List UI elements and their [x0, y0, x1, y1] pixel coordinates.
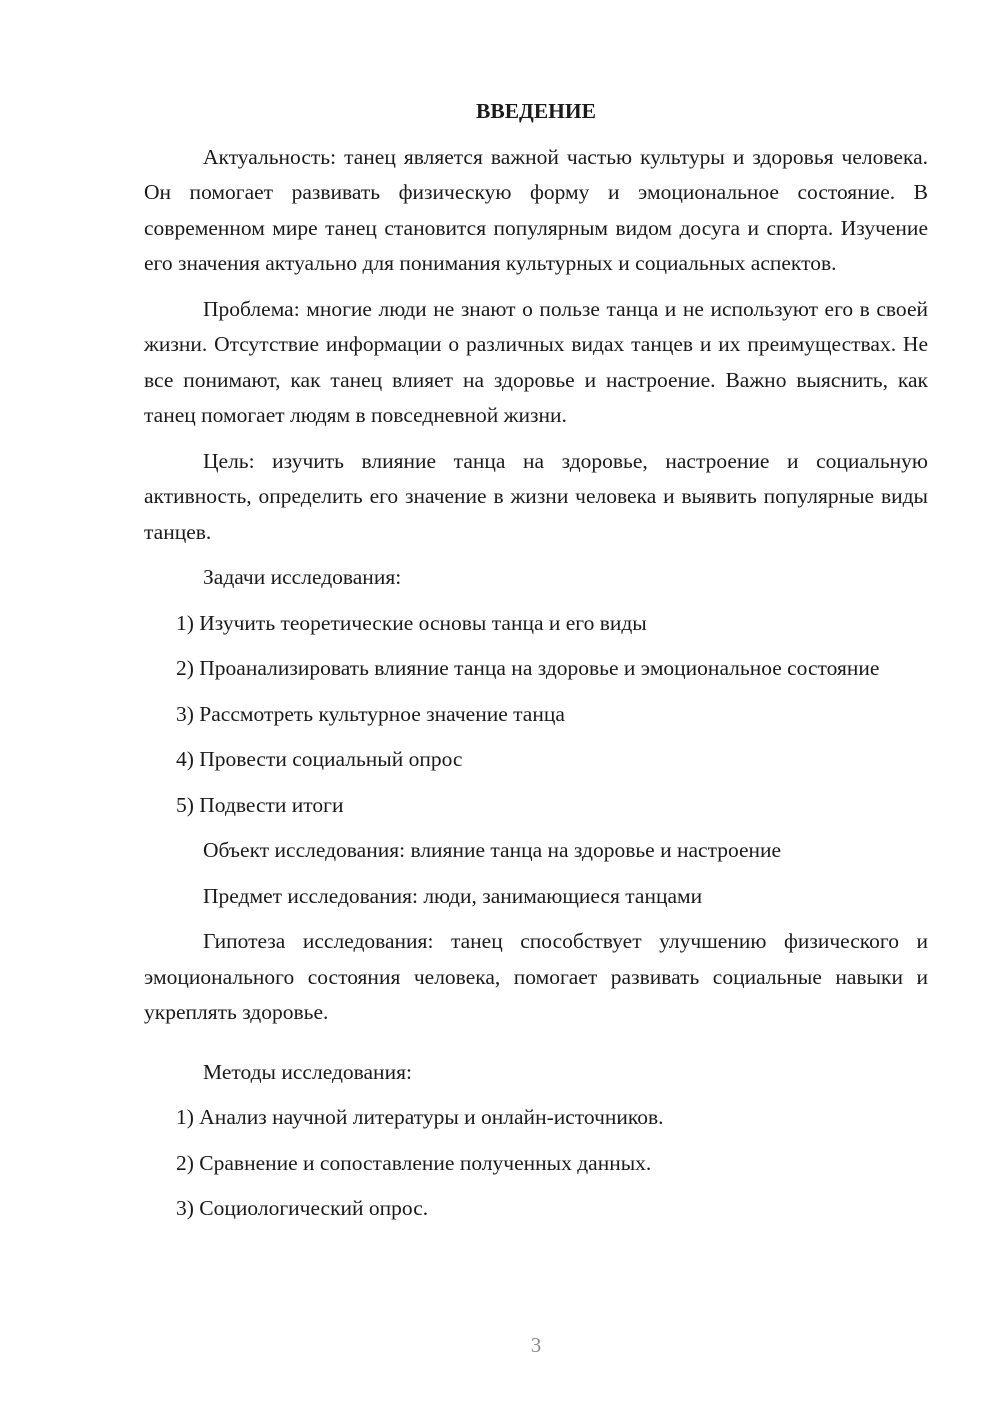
subject-line: Предмет исследования: люди, занимающиеся танцами [203, 883, 703, 908]
method-item: 2) Сравнение и сопоставление полученных данных. [176, 1150, 652, 1175]
methods-heading: Методы исследования: [203, 1059, 412, 1084]
section-heading: ВВЕДЕНИЕ [476, 99, 596, 123]
task-item: 3) Рассмотреть культурное значение танца [176, 701, 565, 726]
task-item: 5) Подвести итоги [176, 792, 344, 817]
page-number: 3 [530, 1333, 542, 1357]
problem-paragraph: Проблема: многие люди не знают о пользе танца и не используют его в своей жизни. Отсутствие информации о различных видах танцев и их преимуществах. Не все понимают, как танец влияет на здоровье и настроение. Важно выяснить, как танец помогает людям в повседневной жизни. [144, 296, 928, 427]
hypothesis-paragraph: Гипотеза исследования: танец способствует улучшению физического и эмоционального состояния человека, помогает развивать социальные навыки и укреплять здоровье. [144, 929, 928, 1024]
page-body [144, 94, 928, 1237]
task-item: 4) Провести социальный опрос [176, 747, 463, 771]
method-item: 1) Анализ научной литературы и онлайн-источников. [176, 1105, 664, 1129]
tasks-heading: Задачи исследования: [203, 565, 402, 589]
goal-paragraph: Цель: изучить влияние танца на здоровье, настроение и социальную активность, определить его значение в жизни человека и выявить популярные виды танцев. [144, 448, 928, 544]
method-item: 3) Социологический опрос. [176, 1196, 429, 1220]
task-item: 2) Проанализировать влияние танца на здоровье и эмоциональное состояние [176, 656, 880, 680]
relevance-paragraph: Актуальность: танец является важной частью культуры и здоровья человека. Он помогает развивать физическую форму и эмоциональное состояние. В современном мире танец становится популярным видом досуга и спорта. Изучение его значения актуально для понимания культурных и социальных аспектов. [144, 144, 928, 275]
object-line: Объект исследования: влияние танца на здоровье и настроение [203, 838, 782, 862]
task-item: 1) Изучить теоретические основы танца и его виды [176, 610, 647, 635]
